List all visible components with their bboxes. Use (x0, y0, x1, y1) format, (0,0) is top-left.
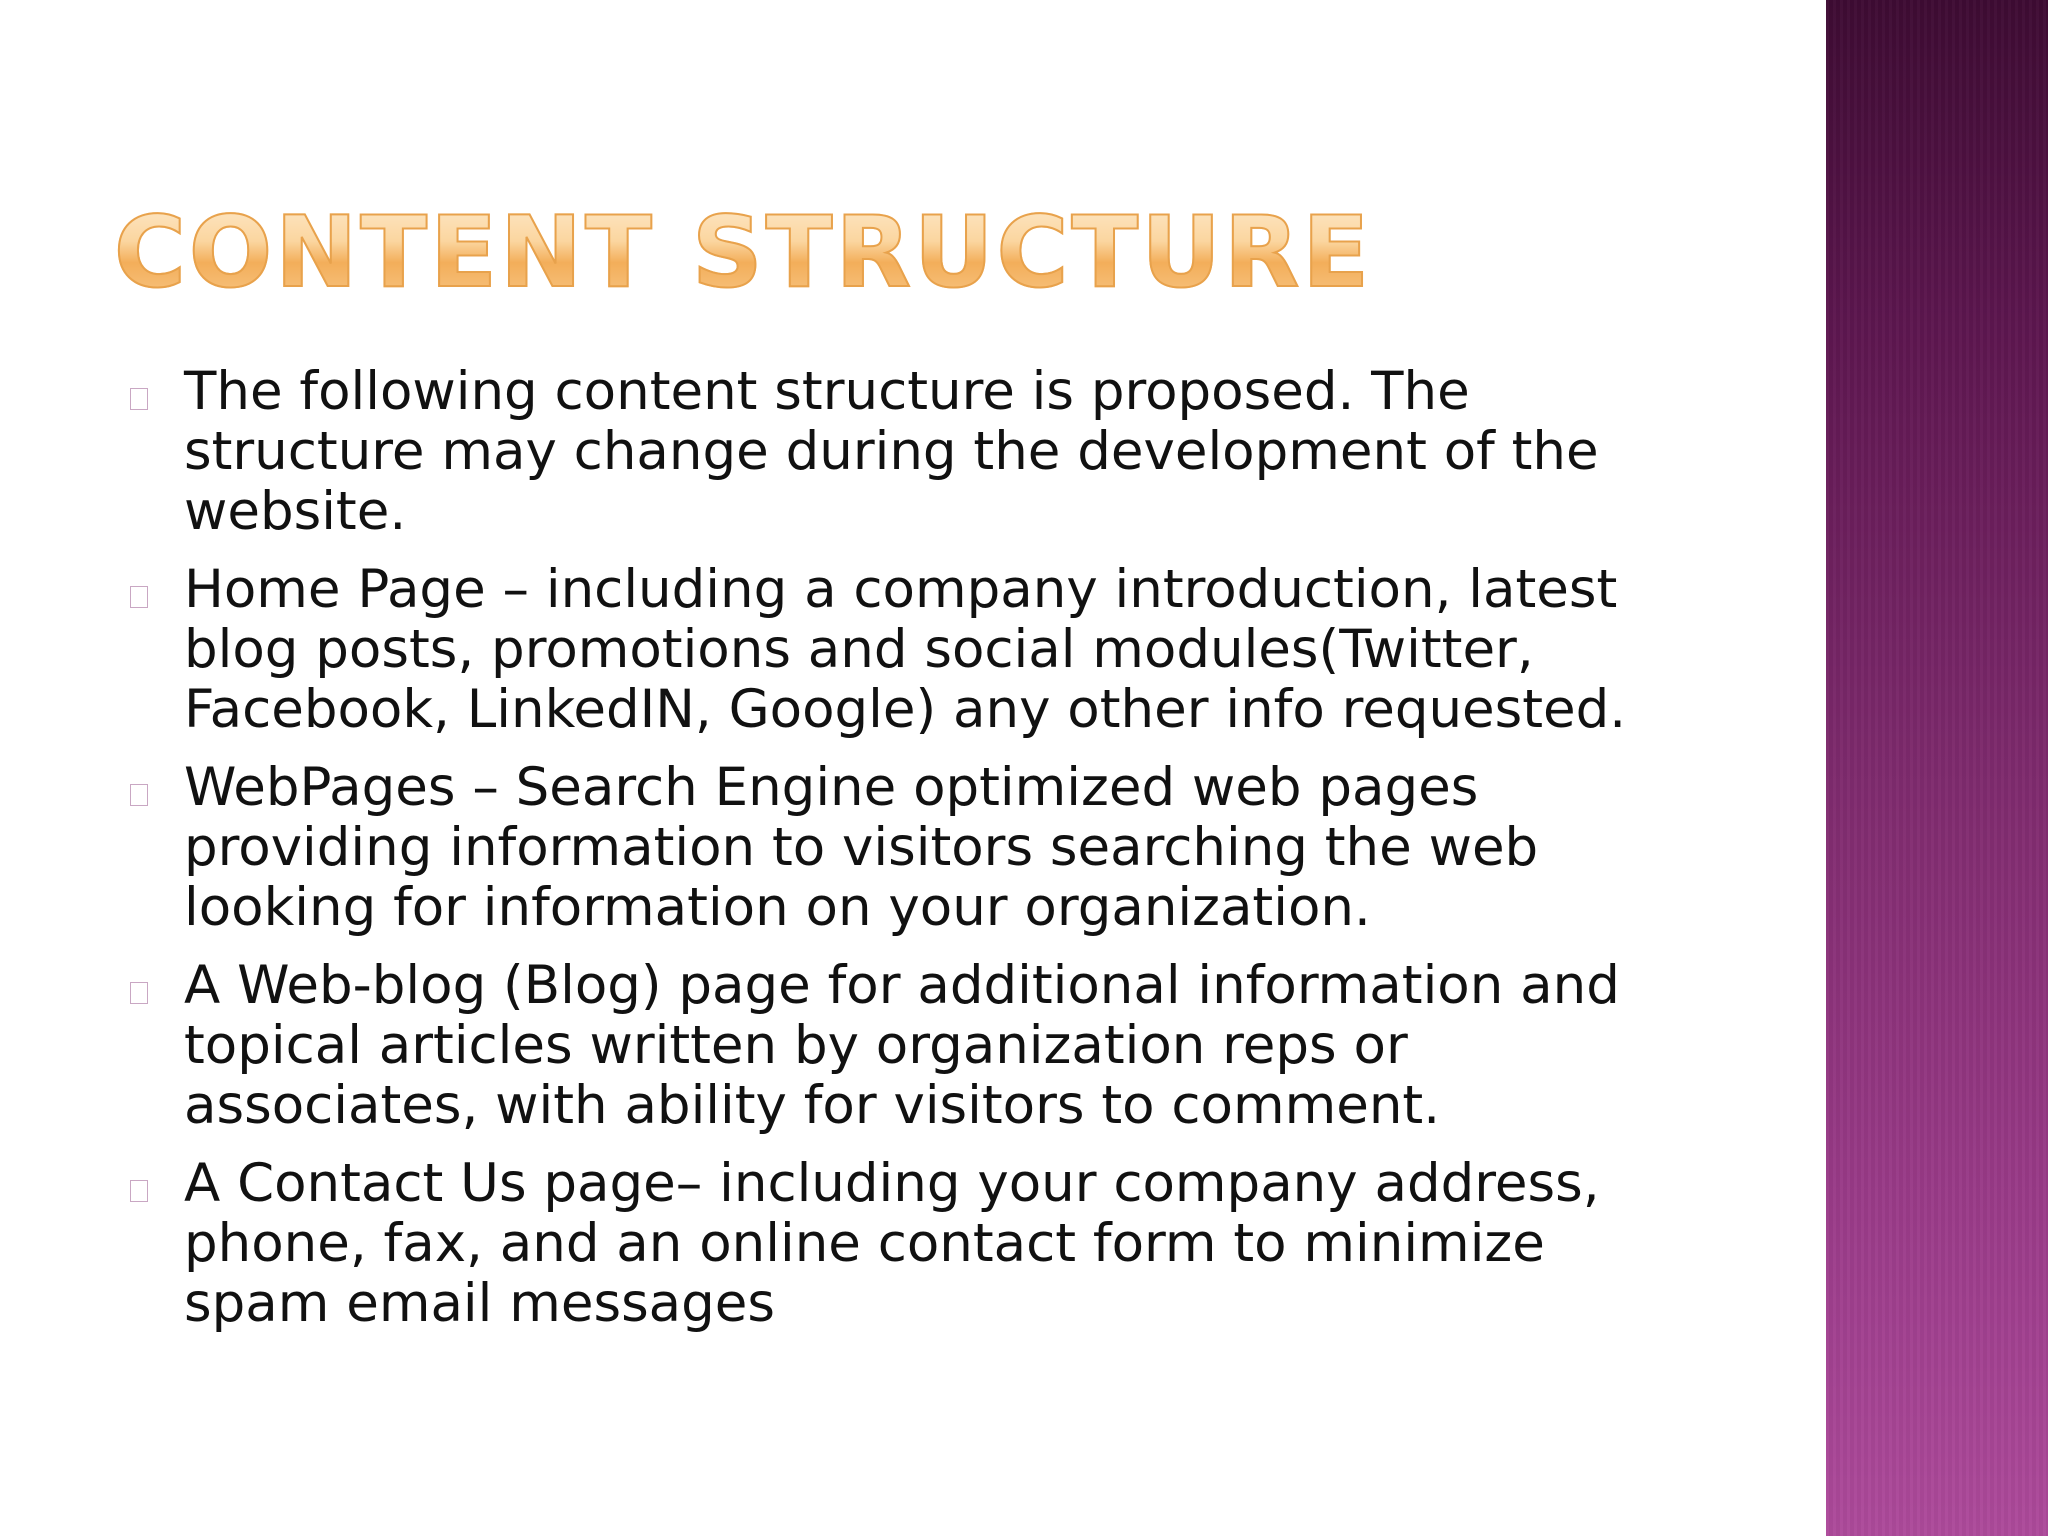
list-item (118, 758, 1698, 938)
square-bullet-icon (130, 388, 148, 410)
square-bullet-icon (130, 1180, 148, 1202)
list-item-text: The following content structure is proposed. The structure may change during the development of the website. (184, 361, 1599, 542)
list-item-text: WebPages – Search Engine optimized web pages providing information to visitors searching the web looking for information on your organization. (184, 757, 1539, 938)
list-item-text: A Web-blog (Blog) page for additional information and topical articles written by organization reps or associates, with ability for visitors to comment. (184, 955, 1620, 1136)
square-bullet-icon (130, 982, 148, 1004)
bullet-list (118, 362, 1698, 1352)
square-bullet-icon (130, 784, 148, 806)
list-item (118, 956, 1698, 1136)
list-item-text: A Contact Us page– including your company address, phone, fax, and an online contact form to minimize spam email messages (184, 1153, 1600, 1334)
list-item-text: Home Page – including a company introduction, latest blog posts, promotions and social modules(Twitter, Facebook, LinkedIN, Google) any other info requested. (184, 559, 1627, 740)
list-item (118, 362, 1698, 542)
list-item (118, 560, 1698, 740)
square-bullet-icon (130, 586, 148, 608)
decorative-side-band (1826, 0, 2048, 1536)
list-item (118, 1154, 1698, 1334)
slide-title: CONTENT STRUCTURE (114, 196, 1373, 310)
